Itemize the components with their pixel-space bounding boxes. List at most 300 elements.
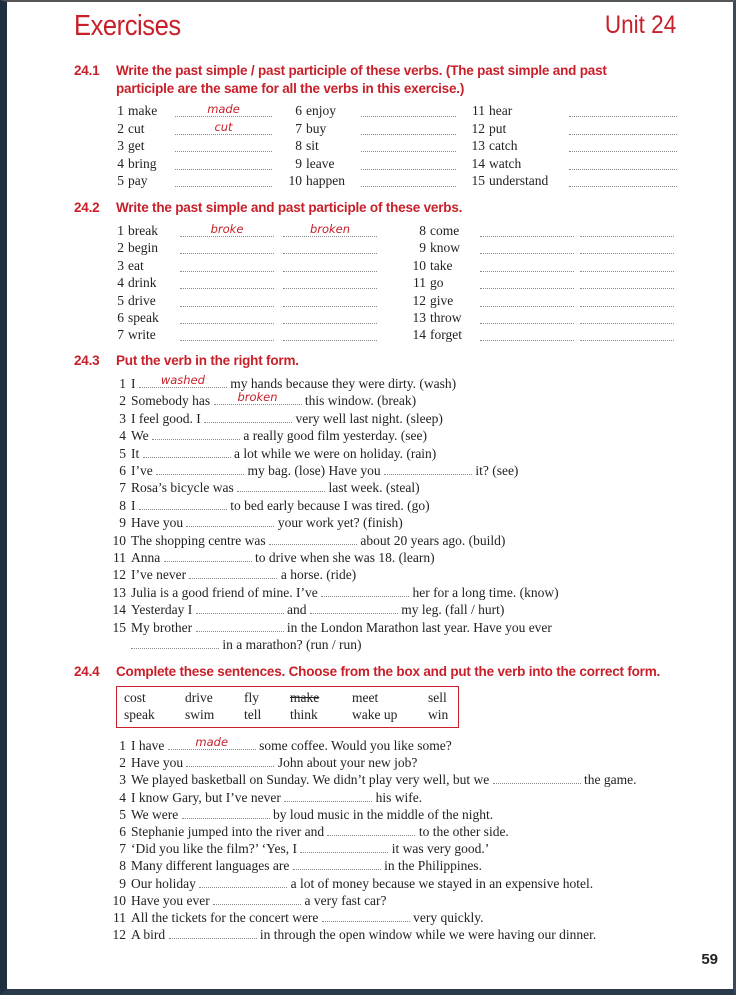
answer-blank[interactable]: [213, 892, 301, 905]
answer-blank[interactable]: [361, 174, 456, 187]
answer-blank[interactable]: [182, 806, 270, 819]
box-word-cost: cost: [124, 690, 146, 705]
item-number: 6: [119, 463, 126, 478]
answer-blank[interactable]: [322, 909, 410, 922]
sentence-text: I: [131, 376, 139, 391]
answer-blank[interactable]: [169, 926, 257, 939]
item-number: 4: [117, 275, 124, 291]
sentence-item: [104, 771, 636, 788]
answer-blank[interactable]: [580, 311, 674, 324]
handwritten-answer: cut: [214, 119, 233, 134]
sentence-text: my leg. (fall / hurt): [397, 602, 505, 618]
item-number: 1: [117, 223, 124, 238]
sentence-text: a lot of money because we stayed in an expensive hotel.: [287, 875, 594, 891]
sentence-text: We were: [131, 806, 182, 822]
exercise-instruction: Complete these sentences. Choose from the box and put the verb into the correct form.: [116, 664, 661, 679]
verb: enjoy: [306, 103, 336, 118]
verb: drink: [128, 275, 157, 291]
answer-blank[interactable]: [152, 427, 240, 440]
exercise-24-2-heading: [74, 199, 676, 217]
sentence-text: in the Philippines.: [380, 858, 482, 874]
list-item: [114, 326, 156, 343]
answer-blank[interactable]: [180, 241, 274, 254]
item-number: 2: [119, 755, 126, 771]
item-number: 8: [119, 497, 126, 513]
answer-blank[interactable]: [180, 259, 274, 272]
exercise-24-3-heading: [74, 352, 676, 370]
box-word-drive: drive: [185, 690, 213, 705]
answer-blank[interactable]: [480, 241, 574, 254]
answer-blank[interactable]: [180, 276, 274, 289]
verb: watch: [489, 155, 522, 171]
verb: come: [430, 223, 460, 238]
item-number: 1: [117, 103, 124, 118]
sentence-text: some coffee. Would you like some?: [255, 738, 452, 753]
answer-blank[interactable]: [189, 566, 277, 579]
item-number: 4: [117, 155, 124, 171]
item-number: 6: [295, 103, 302, 118]
sentence-item: [104, 445, 436, 462]
verb: begin: [128, 240, 158, 256]
sentence-text: a really good film yesterday. (see): [240, 428, 427, 444]
list-item: [282, 172, 370, 189]
sentence-item: [104, 479, 420, 496]
item-number: 14: [112, 602, 126, 618]
sentence-text: Have you ever: [131, 892, 214, 908]
exercise-number: 24.2: [74, 200, 100, 215]
answer-blank[interactable]: [361, 104, 456, 117]
sentence-item: [104, 514, 403, 531]
item-number: 8: [295, 138, 302, 153]
verb: go: [430, 275, 444, 291]
answer-blank[interactable]: [283, 294, 377, 307]
verb: hear: [489, 103, 513, 118]
word-box: [116, 686, 459, 728]
item-number: 10: [112, 892, 126, 908]
answer-blank[interactable]: [283, 311, 377, 324]
exercise-instruction: participle are the same for all the verbs in this exercise.): [116, 81, 465, 96]
list-item: [114, 309, 159, 326]
answer-blank[interactable]: [168, 737, 256, 750]
sentence-item: [104, 636, 361, 653]
verb: understand: [489, 173, 549, 188]
sentence-text: the game.: [580, 772, 637, 788]
list-item: [396, 274, 444, 291]
sentence-text: The shopping centre was: [131, 532, 269, 548]
item-number: 14: [471, 155, 485, 171]
list-item: [396, 326, 462, 343]
verb: pay: [128, 173, 148, 188]
item-number: 13: [412, 310, 426, 325]
sentence-item: [104, 857, 482, 874]
sentence-item: [104, 875, 593, 892]
verb: cut: [128, 120, 145, 136]
list-item: [396, 222, 459, 239]
answer-blank[interactable]: [180, 311, 274, 324]
verb: bring: [128, 155, 157, 171]
item-number: 7: [117, 327, 124, 343]
answer-blank[interactable]: [569, 174, 677, 187]
sentence-text: Julia is a good friend of mine. I’ve: [131, 584, 322, 600]
answer-blank[interactable]: [143, 445, 231, 458]
sentence-text: We: [131, 428, 153, 444]
answer-blank[interactable]: [321, 584, 409, 597]
sentence-item: [104, 427, 427, 444]
sentence-text: to the other side.: [415, 824, 509, 839]
answer-blank[interactable]: [580, 259, 674, 272]
answer-blank[interactable]: [361, 122, 456, 135]
sentence-item: [104, 737, 452, 754]
item-number: 13: [112, 584, 126, 600]
answer-blank[interactable]: [269, 532, 357, 545]
answer-blank[interactable]: [361, 139, 456, 152]
list-item: [282, 102, 370, 119]
sentence-text: very quickly.: [409, 910, 484, 925]
answer-blank[interactable]: [186, 514, 274, 527]
answer-blank[interactable]: [186, 754, 274, 767]
item-number: 12: [412, 292, 426, 308]
sentence-text: John about your new job?: [274, 755, 418, 771]
verb: sit: [306, 138, 319, 153]
sentence-text: a horse. (ride): [277, 567, 357, 583]
sentence-text: Somebody has: [131, 393, 214, 409]
list-item: [396, 292, 453, 309]
answer-blank[interactable]: [480, 328, 574, 341]
sentence-text: a very fast car?: [301, 892, 387, 908]
answer-blank[interactable]: [180, 328, 274, 341]
answer-blank[interactable]: [493, 771, 581, 784]
handwritten-answer: washed: [160, 373, 205, 387]
verb: take: [430, 257, 453, 273]
answer-blank[interactable]: [175, 174, 272, 187]
verb: speak: [128, 310, 159, 325]
answer-blank[interactable]: [569, 157, 677, 170]
item-number: 2: [117, 240, 124, 256]
sentence-item: [104, 823, 509, 840]
sentence-text: Have you: [131, 515, 187, 531]
item-number: 10: [288, 173, 302, 188]
verb: leave: [306, 155, 335, 171]
answer-blank[interactable]: [580, 328, 674, 341]
sentence-item: [104, 532, 505, 549]
item-number: 7: [119, 841, 126, 857]
sentence-item: [104, 892, 387, 909]
item-number: 1: [119, 738, 126, 753]
page-number: 59: [701, 951, 718, 968]
sentence-item: [104, 497, 430, 514]
sentence-text: my bag. (lose) Have you: [244, 463, 384, 478]
sentence-item: [104, 566, 356, 583]
exercise-number: 24.1: [74, 63, 100, 78]
list-item: [465, 102, 579, 119]
verb: catch: [489, 138, 518, 153]
item-number: 10: [412, 257, 426, 273]
item-number: 15: [471, 173, 485, 188]
sentence-text: I feel good. I: [131, 410, 205, 426]
answer-blank[interactable]: [480, 276, 574, 289]
answer-blank[interactable]: [175, 139, 272, 152]
answer-blank[interactable]: [310, 601, 398, 614]
answer-blank[interactable]: [580, 241, 674, 254]
item-number: 7: [119, 480, 126, 496]
exercise-number: 24.3: [74, 353, 100, 368]
sentence-text: it was very good.’: [388, 841, 490, 857]
verb: know: [430, 240, 460, 256]
answer-blank[interactable]: [283, 241, 377, 254]
sentence-text: and: [283, 602, 310, 618]
sentence-text: Have you: [131, 755, 187, 771]
answer-blank[interactable]: [480, 224, 574, 237]
item-number: 5: [119, 445, 126, 461]
sentence-item: [104, 584, 559, 601]
answer-blank[interactable]: [175, 119, 272, 135]
unit-label: Unit 24: [604, 11, 676, 39]
item-number: 5: [119, 806, 126, 822]
item-number: 10: [112, 532, 126, 548]
item-number: 9: [419, 240, 426, 256]
sentence-text: All the tickets for the concert were: [131, 910, 322, 925]
item-number: 6: [119, 824, 126, 839]
list-item: [396, 309, 462, 326]
box-word-swim: swim: [185, 707, 215, 722]
sentence-text: It: [131, 445, 143, 461]
sentence-text: in a marathon? (run / run): [219, 637, 362, 652]
item-number: 3: [117, 257, 124, 273]
item-number: 3: [119, 410, 126, 426]
answer-blank[interactable]: [139, 497, 227, 510]
answer-blank[interactable]: [580, 294, 674, 307]
list-item: [282, 120, 370, 137]
answer-blank[interactable]: [569, 104, 677, 117]
sentence-item: [104, 462, 518, 479]
answer-blank[interactable]: [361, 157, 456, 170]
sentence-item: [104, 909, 484, 926]
verb: give: [430, 292, 454, 308]
sentence-item: [104, 601, 504, 618]
sentence-item: [104, 754, 417, 771]
answer-blank[interactable]: [480, 294, 574, 307]
sentence-text: about 20 years ago. (build): [356, 532, 506, 548]
answer-blank[interactable]: [327, 823, 415, 836]
box-word-tell: tell: [244, 707, 262, 722]
answer-blank[interactable]: [300, 840, 388, 853]
sentence-text: your work yet? (finish): [274, 515, 403, 531]
item-number: 4: [119, 428, 126, 444]
page-title: Exercises: [74, 10, 181, 42]
verb: forget: [430, 327, 462, 343]
answer-blank[interactable]: [180, 224, 274, 237]
handwritten-answer: broken: [309, 222, 351, 236]
list-item: [114, 222, 351, 239]
list-item: [282, 137, 370, 154]
sentence-text: I know Gary, but I’ve never: [131, 789, 285, 805]
list-item: [114, 274, 157, 291]
exercise-instruction: Write the past simple / past participle of these verbs. (The past simple and past: [116, 63, 607, 78]
list-item: [114, 102, 240, 119]
list-item: [396, 239, 460, 256]
sentence-text: my hands because they were dirty. (wash): [226, 376, 457, 391]
answer-blank[interactable]: [180, 294, 274, 307]
handwritten-answer: made: [195, 735, 229, 749]
answer-blank[interactable]: [283, 259, 377, 272]
sentence-text: very well last night. (sleep): [292, 410, 443, 426]
answer-blank[interactable]: [156, 462, 244, 475]
item-number: 11: [472, 103, 485, 118]
sentence-text: her for a long time. (know): [409, 584, 559, 600]
handwritten-answer: broke: [210, 222, 244, 236]
exercise-instruction: Write the past simple and past participle of these verbs.: [116, 200, 463, 215]
list-item: [114, 137, 178, 154]
box-word-make: make: [290, 690, 320, 705]
answer-blank[interactable]: [283, 276, 377, 289]
sentence-item: [104, 410, 443, 427]
box-word-think: think: [290, 707, 318, 722]
verb: eat: [128, 257, 144, 273]
list-item: [114, 257, 144, 274]
item-number: 11: [413, 275, 426, 291]
item-number: 5: [117, 173, 124, 188]
exercise-instruction: Put the verb in the right form.: [116, 353, 299, 368]
item-number: 2: [117, 120, 124, 136]
item-number: 3: [117, 138, 124, 153]
answer-blank[interactable]: [284, 789, 372, 802]
item-number: 2: [119, 393, 126, 409]
item-number: 13: [471, 138, 485, 153]
verb: put: [489, 120, 507, 136]
list-item: [114, 239, 158, 256]
sentence-text: Many different languages are: [131, 858, 293, 874]
list-item: [114, 119, 233, 137]
sentence-item: [104, 840, 489, 857]
sentence-text: to bed early because I was tired. (go): [226, 497, 430, 513]
sentence-item: [104, 619, 552, 636]
list-item: [114, 155, 178, 172]
sentence-text: I: [131, 497, 139, 513]
item-number: 12: [112, 927, 126, 943]
answer-blank[interactable]: [480, 311, 574, 324]
answer-blank[interactable]: [204, 410, 292, 423]
answer-blank[interactable]: [131, 636, 219, 649]
list-item: [465, 172, 579, 189]
item-number: 12: [112, 567, 126, 583]
box-word-meet: meet: [352, 690, 379, 705]
answer-blank[interactable]: [283, 328, 377, 341]
box-word-win: win: [428, 707, 449, 722]
sentence-text: I have: [131, 738, 168, 753]
item-number: 4: [119, 789, 126, 805]
verb: buy: [306, 120, 327, 136]
sentence-text: Rosa’s bicycle was: [131, 480, 238, 496]
answer-blank[interactable]: [164, 549, 252, 562]
answer-blank[interactable]: [569, 122, 677, 135]
sentence-text: I’ve: [131, 463, 157, 478]
sentence-item: [104, 375, 456, 392]
item-number: 11: [113, 910, 126, 925]
answer-blank[interactable]: [384, 462, 472, 475]
answer-blank[interactable]: [175, 157, 272, 170]
list-item: [465, 137, 579, 154]
exercise-24-4-heading: [74, 663, 716, 681]
sentence-text: I’ve never: [131, 567, 190, 583]
answer-blank[interactable]: [237, 479, 325, 492]
sentence-text: We played basketball on Sunday. We didn’t play very well, but we: [131, 772, 493, 788]
answer-blank[interactable]: [580, 276, 674, 289]
list-item: [114, 172, 178, 189]
box-word-wake-up: wake up: [352, 707, 398, 722]
sentence-item: [104, 926, 596, 943]
sentence-text: Yesterday I: [131, 602, 196, 618]
sentence-text: in through the open window while we were having our dinner.: [256, 927, 597, 943]
list-item: [282, 155, 370, 172]
verb: make: [128, 103, 158, 118]
sentence-text: his wife.: [372, 789, 423, 805]
sentence-text: Our holiday: [131, 875, 200, 891]
item-number: 3: [119, 772, 126, 788]
sentence-text: My brother: [131, 619, 196, 635]
answer-blank[interactable]: [480, 259, 574, 272]
item-number: 9: [119, 515, 126, 531]
exercise-number: 24.4: [74, 664, 100, 679]
item-number: 12: [471, 120, 485, 136]
sentence-item: [104, 806, 493, 823]
answer-blank[interactable]: [293, 857, 381, 870]
answer-blank[interactable]: [214, 392, 302, 405]
sentence-text: to drive when she was 18. (learn): [251, 550, 435, 565]
item-number: 11: [113, 550, 126, 565]
answer-blank[interactable]: [175, 104, 272, 117]
handwritten-answer: made: [207, 102, 240, 116]
answer-blank[interactable]: [139, 375, 227, 388]
item-number: 9: [119, 875, 126, 891]
answer-blank[interactable]: [569, 139, 677, 152]
verb: throw: [430, 310, 462, 325]
item-number: 9: [295, 155, 302, 171]
list-item: [114, 292, 156, 309]
item-number: 14: [412, 327, 426, 343]
verb: write: [128, 327, 156, 343]
box-word-speak: speak: [124, 707, 155, 722]
verb: drive: [128, 292, 156, 308]
sentence-text: by loud music in the middle of the night.: [269, 806, 494, 822]
sentence-text: this window. (break): [301, 393, 417, 409]
sentence-text: A bird: [131, 927, 169, 943]
sentence-text: it? (see): [471, 463, 519, 478]
sentence-text: Stephanie jumped into the river and: [131, 824, 328, 839]
item-number: 1: [119, 376, 126, 391]
sentence-item: [104, 789, 422, 806]
answer-blank[interactable]: [580, 224, 674, 237]
sentence-text: ‘Did you like the film?’ ‘Yes, I: [131, 841, 301, 857]
answer-blank[interactable]: [283, 224, 377, 237]
box-word-sell: sell: [428, 690, 447, 705]
verb: break: [128, 223, 158, 238]
item-number: 8: [419, 223, 426, 238]
list-item: [465, 155, 579, 172]
sentence-item: [104, 549, 435, 566]
item-number: 5: [117, 292, 124, 308]
sentence-text: Anna: [131, 550, 164, 565]
list-item: [465, 120, 579, 137]
answer-blank[interactable]: [199, 875, 287, 888]
answer-blank[interactable]: [196, 601, 284, 614]
item-number: 15: [112, 619, 126, 635]
box-word-fly: fly: [244, 690, 259, 705]
answer-blank[interactable]: [196, 619, 284, 632]
list-item: [396, 257, 453, 274]
sentence-text: last week. (steal): [325, 480, 420, 496]
handwritten-answer: broken: [237, 390, 278, 405]
item-number: 7: [295, 120, 302, 136]
